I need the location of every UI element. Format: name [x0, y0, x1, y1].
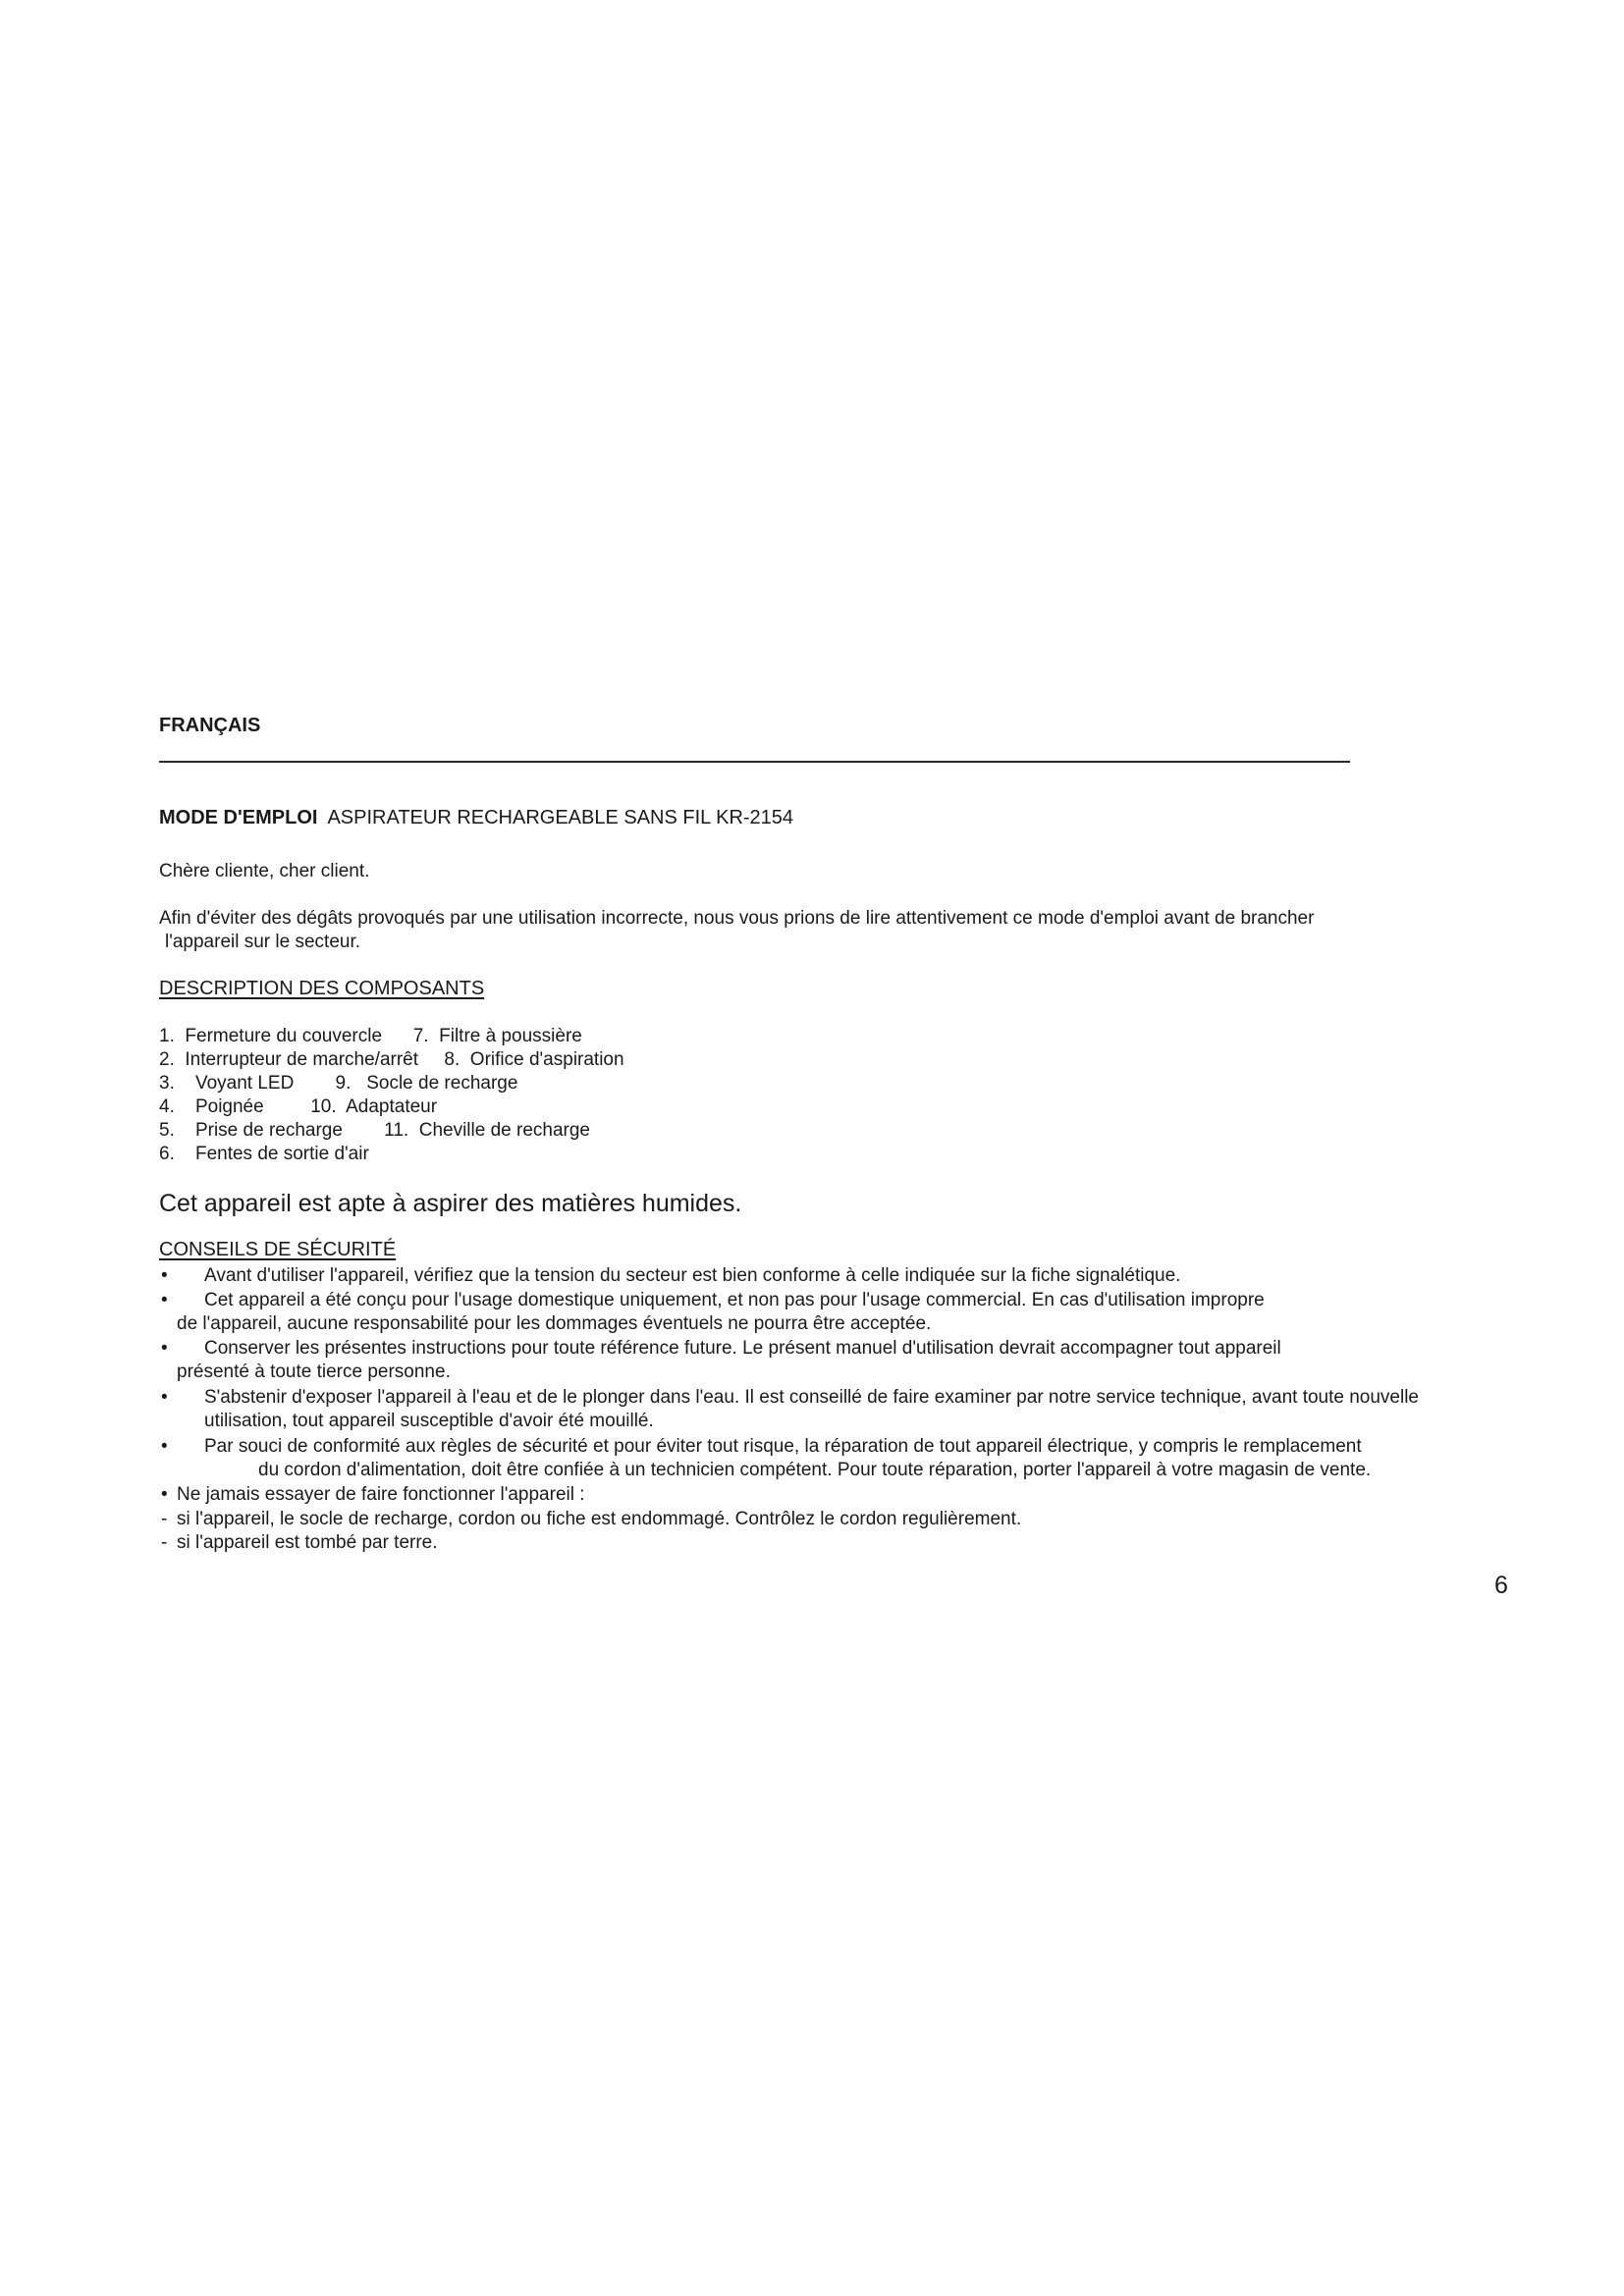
safety-dash-2: si l'appareil est tombé par terre. [177, 1532, 438, 1553]
component-line: 6. Fentes de sortie d'air [159, 1144, 369, 1164]
component-line: 2. Interrupteur de marche/arrêt 8. Orifice d'aspiration [159, 1049, 624, 1070]
title-product: ASPIRATEUR RECHARGEABLE SANS FIL KR-2154 [327, 807, 794, 828]
bullet-icon: • [161, 1338, 168, 1359]
dash-icon: - [161, 1532, 168, 1553]
component-line: 5. Prise de recharge 11. Cheville de recharge [159, 1120, 590, 1141]
safety-item-5-line-1: Par souci de conformité aux règles de sécurité et pour éviter tout risque, la réparation de tout appareil électrique, y compris le remplacement [204, 1436, 1362, 1457]
safety-item-2-line-2: de l'appareil, aucune responsabilité pour les dommages éventuels ne pourra être acceptée. [177, 1313, 932, 1334]
safety-heading: CONSEILS DE SÉCURITÉ [159, 1239, 397, 1260]
safety-dash-1: si l'appareil, le socle de recharge, cordon ou fiche est endommagé. Contrôlez le cordon regulièrement. [177, 1509, 1022, 1529]
safety-item-3-line-2: présenté à toute tierce personne. [177, 1362, 451, 1382]
safety-item-6: Ne jamais essayer de faire fonctionner l'appareil : [177, 1484, 585, 1505]
bullet-icon: • [161, 1436, 168, 1457]
safety-item-4-line-1: S'abstenir d'exposer l'appareil à l'eau et de le plonger dans l'eau. Il est conseillé de faire examiner par notre service technique, avant toute nouvelle [204, 1387, 1420, 1408]
safety-item-3-line-1: Conserver les présentes instructions pour toute référence future. Le présent manuel d'utilisation devrait accompagner tout appareil [204, 1338, 1281, 1359]
header-divider [159, 761, 1350, 763]
language-heading: FRANÇAIS [159, 715, 261, 736]
safety-item-4-line-2: utilisation, tout appareil susceptible d'avoir été mouillé. [204, 1411, 654, 1431]
bullet-icon: • [161, 1265, 168, 1286]
bullet-icon: • [161, 1484, 168, 1505]
safety-item-1: Avant d'utiliser l'appareil, vérifiez que la tension du secteur est bien conforme à celle indiquée sur la fiche signalétique. [204, 1265, 1181, 1286]
wet-suction-note: Cet appareil est apte à aspirer des matières humides. [159, 1190, 742, 1217]
safety-item-5-line-2: du cordon d'alimentation, doit être confiée à un technicien compétent. Pour toute réparation, porter l'appareil à votre magasin de vente. [258, 1460, 1372, 1480]
document-title [159, 807, 793, 829]
safety-item-2-line-1: Cet appareil a été conçu pour l'usage domestique uniquement, et non pas pour l'usage commercial. En cas d'utilisation impropre [204, 1290, 1265, 1310]
dash-icon: - [161, 1509, 168, 1529]
intro-line-2: l'appareil sur le secteur. [165, 932, 361, 952]
components-heading: DESCRIPTION DES COMPOSANTS [159, 978, 485, 999]
component-line: 3. Voyant LED 9. Socle de recharge [159, 1073, 518, 1094]
bullet-icon: • [161, 1387, 168, 1408]
bullet-icon: • [161, 1290, 168, 1310]
page-number: 6 [1494, 1572, 1508, 1599]
title-mode-emploi: MODE D'EMPLOI [159, 807, 318, 828]
intro-line-1: Afin d'éviter des dégâts provoqués par une utilisation incorrecte, nous vous prions de lire attentivement ce mode d'emploi avant de brancher [159, 908, 1315, 929]
component-line: 4. Poignée 10. Adaptateur [159, 1096, 438, 1117]
greeting: Chère cliente, cher client. [159, 861, 370, 881]
component-line: 1. Fermeture du couvercle 7. Filtre à poussière [159, 1026, 582, 1046]
